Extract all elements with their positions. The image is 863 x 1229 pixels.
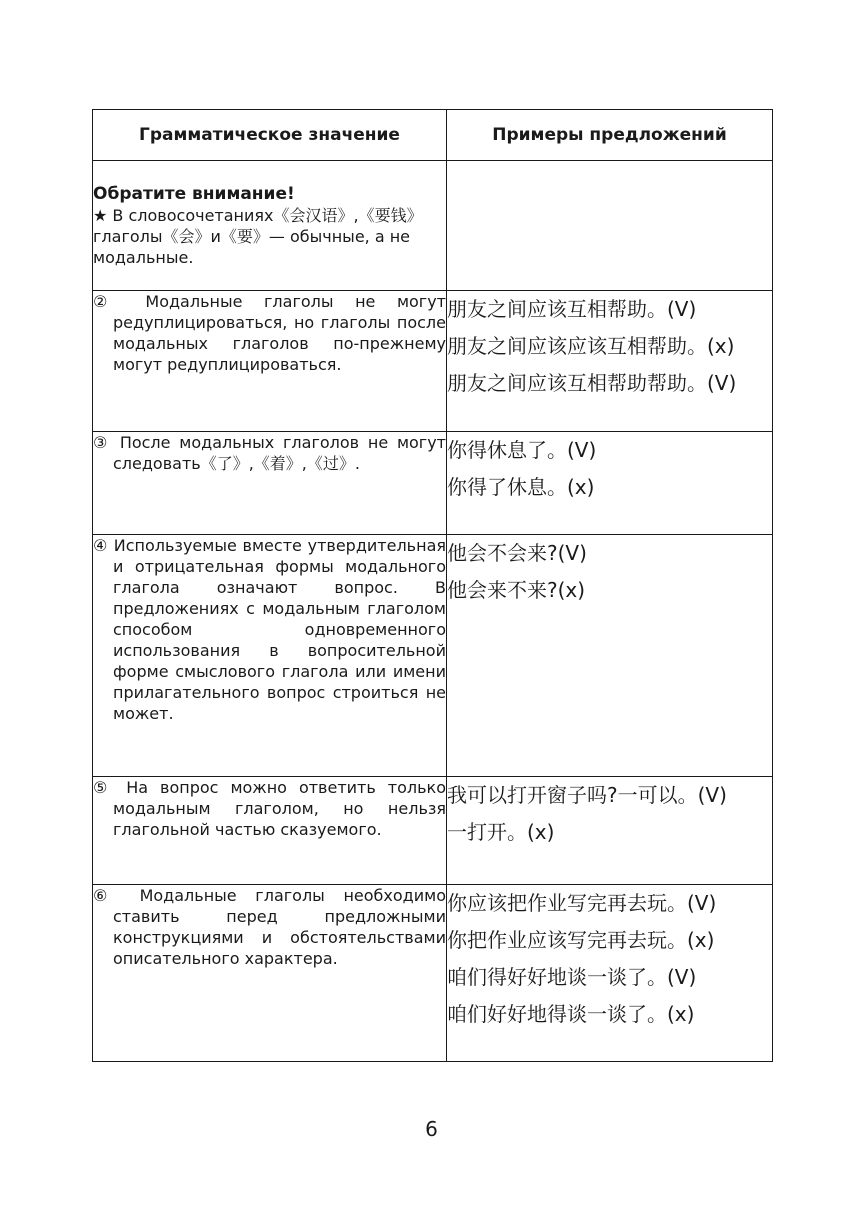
table-row-note xyxy=(93,161,773,291)
table-row xyxy=(93,777,773,885)
example-sentence: 他会来不来?(x) xyxy=(447,578,586,602)
example-sentence: 朋友之间应该互相帮助帮助。(V) xyxy=(447,371,737,395)
example-sentence: 朋友之间应该互相帮助。(V) xyxy=(447,297,697,321)
column-header-examples: Примеры предложений xyxy=(447,110,773,161)
table-row xyxy=(93,291,773,432)
example-sentence: 你把作业应该写完再去玩。(x) xyxy=(447,928,715,952)
rule-text: ⑥ Модальные глаголы необходимо ставить перед предложными конструкциями и обстоятельствами описательного характера. xyxy=(93,886,446,968)
example-sentence: 你得休息了。(V) xyxy=(447,438,597,462)
page-number: 6 xyxy=(425,1117,438,1141)
column-header-meaning: Грамматическое значение xyxy=(93,110,447,161)
rule-text: ② Модальные глаголы не могут редуплицироваться, но глаголы после модальных глаголов по-прежнему могут редуплицироваться. xyxy=(93,292,446,374)
table-row xyxy=(93,885,773,1062)
note-title: Обратите внимание! xyxy=(93,184,295,204)
table-header-row xyxy=(93,110,773,161)
note-text: ★ В словосочетаниях《会汉语》,《要钱》глаголы《会》и《要》— обычные, а не модальные. xyxy=(93,206,423,267)
table-row xyxy=(93,535,773,777)
grammar-table xyxy=(92,109,773,1062)
rule-text: ④ Используемые вместе утвердительная и отрицательная формы модального глагола означают вопрос. В предложениях с модальным глаголом способом одновременного использования в вопросительной форме смыслового глагола или имени прилагательного вопрос строиться не может. xyxy=(93,536,446,723)
table-row xyxy=(93,432,773,535)
example-sentence: 你得了休息。(x) xyxy=(447,475,595,499)
note-cell xyxy=(93,161,447,291)
empty-example-cell xyxy=(447,161,773,291)
example-sentence: 朋友之间应该应该互相帮助。(x) xyxy=(447,334,735,358)
example-sentence: 咱们得好好地谈一谈了。(V) xyxy=(447,965,697,989)
rule-text: ③ После модальных глаголов не могут следовать《了》,《着》,《过》. xyxy=(93,433,446,473)
example-sentence: 你应该把作业写完再去玩。(V) xyxy=(447,891,717,915)
example-sentence: 他会不会来?(V) xyxy=(447,541,587,565)
example-sentence: 一打开。(x) xyxy=(447,820,555,844)
rule-text: ⑤ На вопрос можно ответить только модальным глаголом, но нельзя глагольной частью сказуемого. xyxy=(93,778,446,839)
example-sentence: 咱们好好地得谈一谈了。(x) xyxy=(447,1002,695,1026)
example-sentence: 我可以打开窗子吗?一可以。(V) xyxy=(447,783,727,807)
